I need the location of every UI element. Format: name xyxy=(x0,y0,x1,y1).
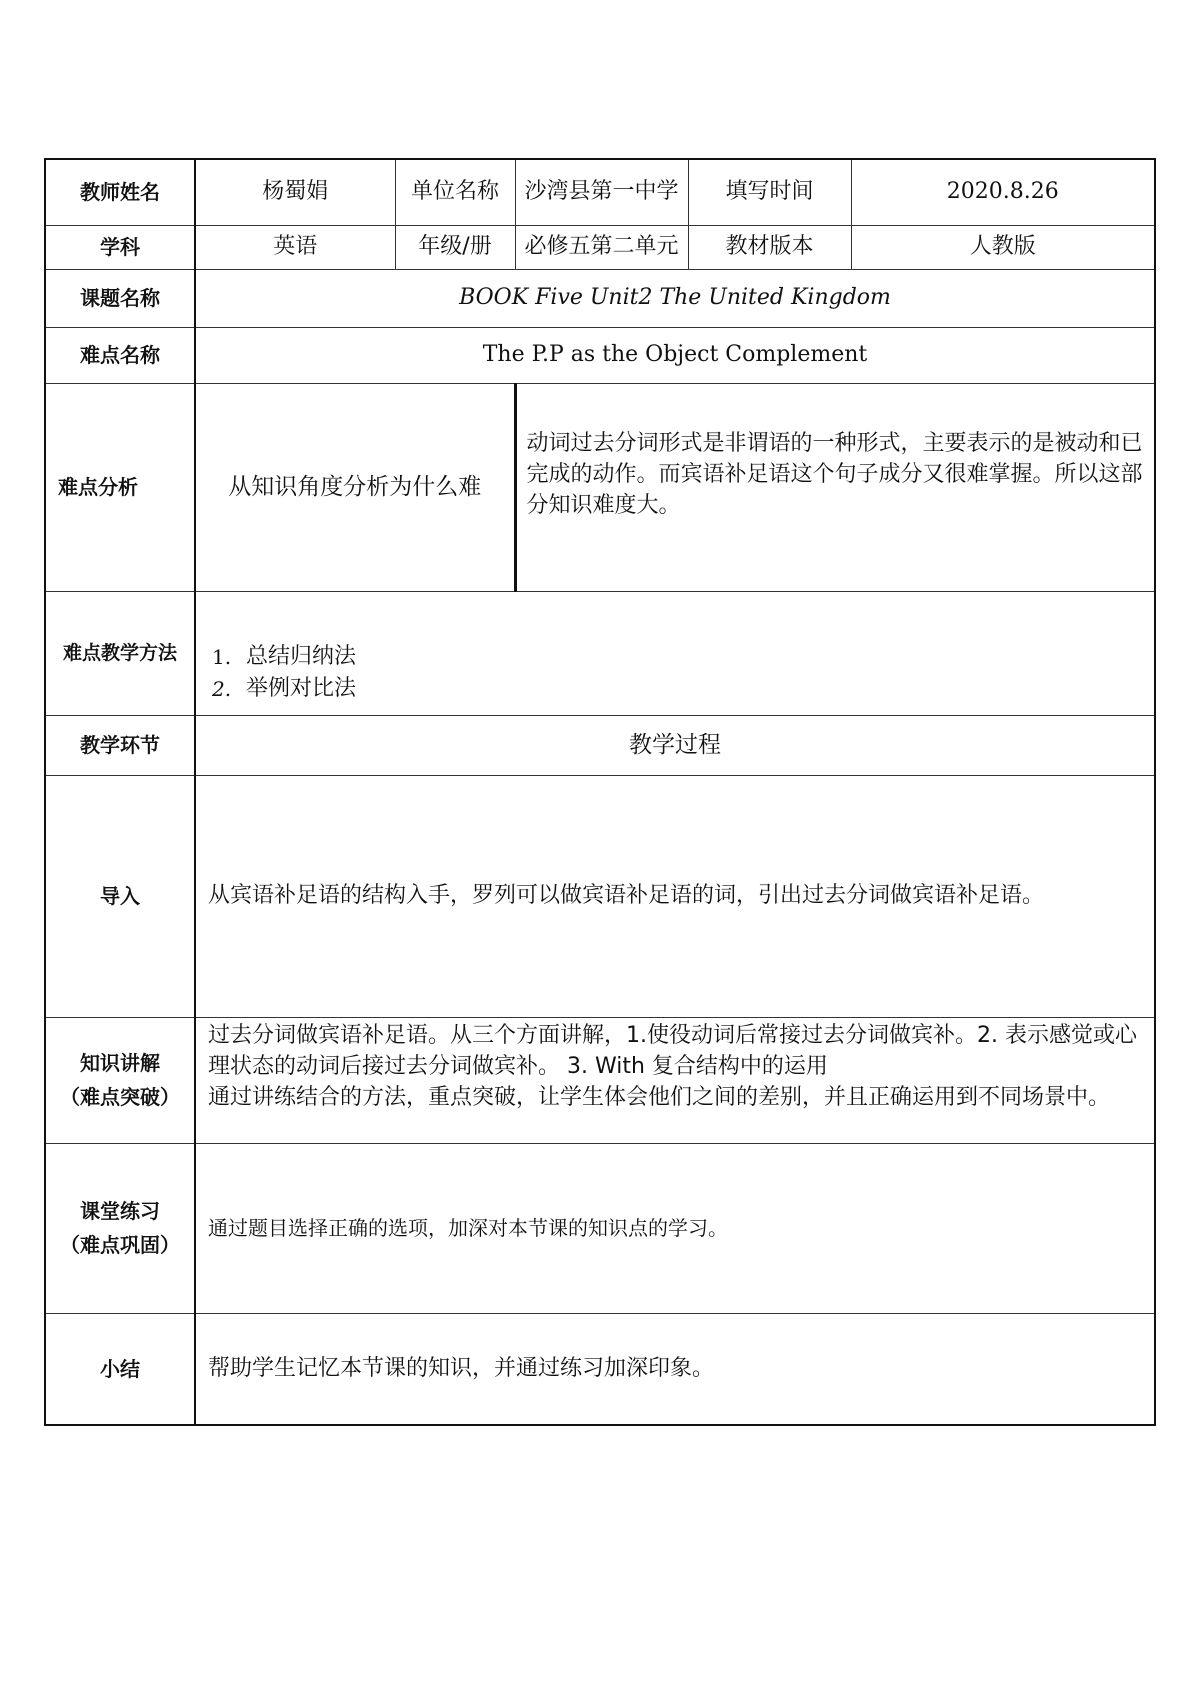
methods-list xyxy=(208,641,1146,705)
method-number: 2. xyxy=(212,677,232,701)
edition-value: 人教版 xyxy=(851,225,1155,269)
methods-row xyxy=(45,591,1155,715)
knowledge-label-line1: 知识讲解 xyxy=(80,1051,160,1075)
teacher-name: 杨蜀娟 xyxy=(195,159,395,225)
method-item xyxy=(212,641,1146,673)
difficulty-value: The P.P as the Object Complement xyxy=(195,327,1155,383)
knowledge-row xyxy=(45,1017,1155,1143)
methods-label: 难点教学方法 xyxy=(45,591,195,715)
subject-value: 英语 xyxy=(195,225,395,269)
intro-label: 导入 xyxy=(45,775,195,1017)
summary-row xyxy=(45,1313,1155,1425)
lesson-plan-sheet xyxy=(44,158,1154,1426)
practice-row xyxy=(45,1143,1155,1313)
method-text: 总结归纳法 xyxy=(246,644,357,669)
method-item xyxy=(212,673,1146,705)
analysis-sub-label: 从知识角度分析为什么难 xyxy=(195,383,515,591)
intro-row xyxy=(45,775,1155,1017)
practice-label xyxy=(45,1143,195,1313)
analysis-value: 动词过去分词形式是非谓语的一种形式，主要表示的是被动和已完成的动作。而宾语补足语这个句子成分又很难掌握。所以这部分知识难度大。 xyxy=(515,383,1155,591)
header-row-2 xyxy=(45,225,1155,269)
knowledge-text-2: 通过讲练结合的方法，重点突破，让学生体会他们之间的差别，并且正确运用到不同场景中。 xyxy=(208,1084,1111,1110)
analysis-label: 难点分析 xyxy=(45,383,195,591)
difficulty-row xyxy=(45,327,1155,383)
knowledge-text-1: 过去分词做宾语补足语。从三个方面讲解，1.使役动词后常接过去分词做宾补。2. 表示感觉或心理状态的动词后接过去分词做宾补。 3. With 复合结构中的运用 xyxy=(208,1022,1137,1079)
analysis-row xyxy=(45,383,1155,591)
method-number: 1. xyxy=(212,645,232,669)
fill-time-value: 2020.8.26 xyxy=(851,159,1155,225)
process-header-row xyxy=(45,715,1155,775)
intro-value: 从宾语补足语的结构入手，罗列可以做宾语补足语的词，引出过去分词做宾语补足语。 xyxy=(195,775,1155,1017)
practice-value: 通过题目选择正确的选项，加深对本节课的知识点的学习。 xyxy=(195,1143,1155,1313)
edition-label: 教材版本 xyxy=(688,225,851,269)
grade-value: 必修五第二单元 xyxy=(515,225,688,269)
methods-cell xyxy=(195,591,1155,715)
process-value: 教学过程 xyxy=(195,715,1155,775)
summary-label: 小结 xyxy=(45,1313,195,1425)
knowledge-value xyxy=(195,1017,1155,1143)
method-text: 举例对比法 xyxy=(246,676,357,701)
fill-time-label: 填写时间 xyxy=(688,159,851,225)
lesson-plan-table xyxy=(44,158,1156,1426)
difficulty-label: 难点名称 xyxy=(45,327,195,383)
summary-value: 帮助学生记忆本节课的知识，并通过练习加深印象。 xyxy=(195,1313,1155,1425)
topic-label: 课题名称 xyxy=(45,269,195,327)
unit-name: 沙湾县第一中学 xyxy=(515,159,688,225)
grade-label: 年级/册 xyxy=(395,225,515,269)
practice-label-line2: （难点巩固） xyxy=(60,1233,180,1257)
teacher-label: 教师姓名 xyxy=(45,159,195,225)
process-label: 教学环节 xyxy=(45,715,195,775)
knowledge-label-line2: （难点突破） xyxy=(60,1085,180,1109)
header-row-1 xyxy=(45,159,1155,225)
knowledge-label xyxy=(45,1017,195,1143)
unit-label: 单位名称 xyxy=(395,159,515,225)
practice-label-line1: 课堂练习 xyxy=(80,1199,160,1223)
topic-value: BOOK Five Unit2 The United Kingdom xyxy=(195,269,1155,327)
topic-row xyxy=(45,269,1155,327)
subject-label: 学科 xyxy=(45,225,195,269)
